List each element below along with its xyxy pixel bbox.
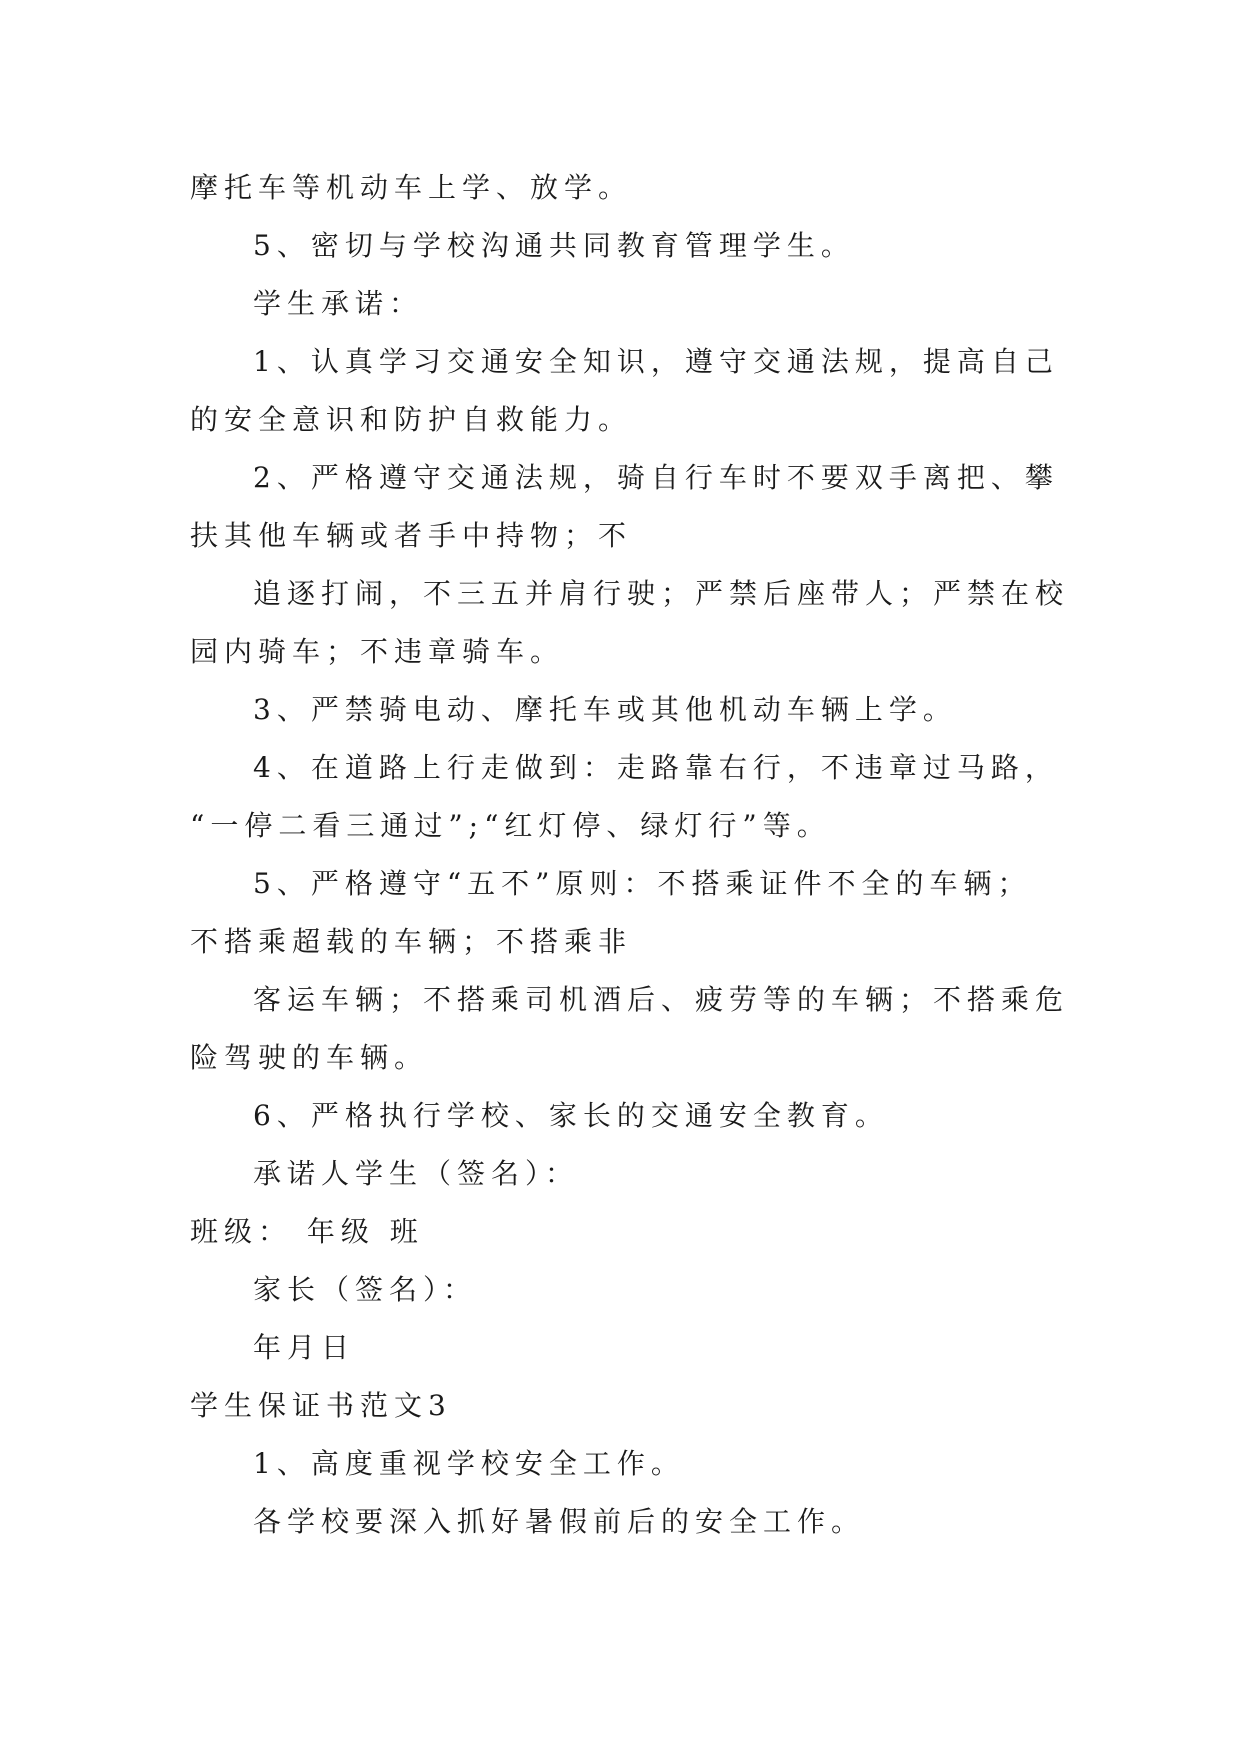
text-line: 1、认真学习交通安全知识，遵守交通法规，提高自己 [253,345,1059,378]
text-line: 客运车辆；不搭乘司机酒后、疲劳等的车辆；不搭乘危 [253,983,1070,1016]
date-line: 年月日 [253,1331,356,1364]
text-line: 6、严格执行学校、家长的交通安全教育。 [253,1099,889,1132]
text-line: 的安全意识和防护自救能力。 [190,403,633,436]
text-line: 2、严格遵守交通法规，骑自行车时不要双手离把、攀 [253,461,1059,494]
text-line: 3、严禁骑电动、摩托车或其他机动车辆上学。 [253,693,957,726]
class-line: 班级： 年级 班 [190,1215,424,1248]
text-line: 4、在道路上行走做到：走路靠右行，不违章过马路， [253,751,1059,784]
signature-line-parent: 家长（签名）： [253,1273,478,1306]
text-line: “一停二看三通过”;“红灯停、绿灯行”等。 [190,809,831,842]
text-line: 5、密切与学校沟通共同教育管理学生。 [253,229,855,262]
text-line: 扶其他车辆或者手中持物；不 [190,519,633,552]
document-section-title: 学生保证书范文3 [190,1389,452,1422]
text-line: 险驾驶的车辆。 [190,1041,429,1074]
text-line: 1、高度重视学校安全工作。 [253,1447,685,1480]
text-line: 不搭乘超载的车辆；不搭乘非 [190,925,633,958]
text-line: 追逐打闹，不三五并肩行驶；严禁后座带人；严禁在校 [253,577,1070,610]
section-heading: 学生承诺： [253,287,424,320]
text-line: 园内骑车；不违章骑车。 [190,635,565,668]
signature-line-student: 承诺人学生（签名）： [253,1157,580,1190]
text-line: 各学校要深入抓好暑假前后的安全工作。 [253,1505,866,1538]
text-line: 5、严格遵守“五不”原则：不搭乘证件不全的车辆； [253,867,1032,900]
text-line: 摩托车等机动车上学、放学。 [190,171,633,204]
